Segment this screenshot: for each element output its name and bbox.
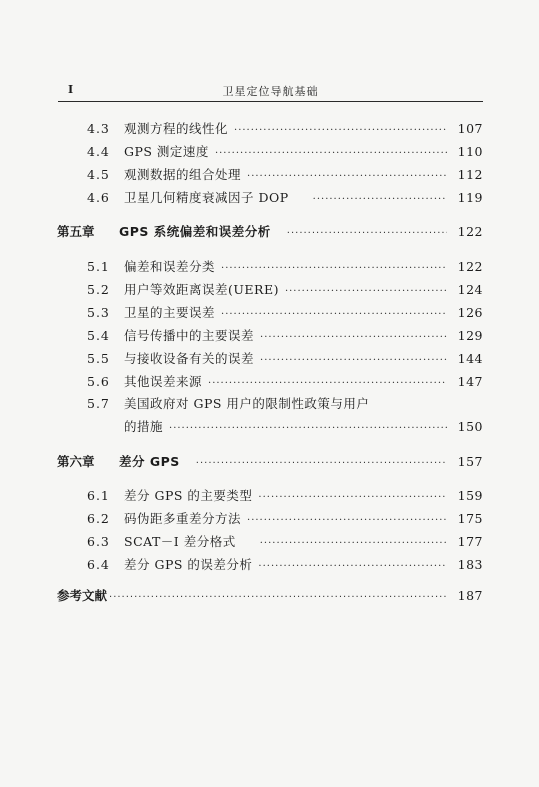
toc-entry-4-4 [87,144,483,162]
toc-entry-5-6 [87,374,483,392]
running-header [58,79,483,102]
toc-chapter-6 [57,454,483,472]
page-number: 157 [457,454,483,469]
section-number: 6.4 [87,557,110,572]
dot-leader [258,490,447,506]
toc-entry-4-3 [87,121,483,139]
page-number: 144 [457,351,483,366]
dot-leader [260,536,447,552]
dot-leader [285,284,447,300]
page-number: 112 [457,167,483,182]
page-number: 122 [457,259,483,274]
toc-entry-5-7-continued [124,419,483,437]
section-number: 5.4 [87,328,110,343]
toc-entry-6-1 [87,488,483,506]
page-number: 159 [457,488,483,503]
section-title: 差分 GPS 的主要类型 [124,488,253,503]
page-number: 110 [457,144,483,159]
toc-entry-6-2 [87,511,483,529]
section-number: 5.5 [87,351,110,366]
section-number: 6.2 [87,511,110,526]
section-number: 6.1 [87,488,110,503]
section-number: 5.3 [87,305,110,320]
section-title: GPS 测定速度 [124,144,209,159]
toc-references [57,588,483,606]
section-number: 4.4 [87,144,110,159]
dot-leader [234,123,447,139]
section-title: 与接收设备有关的误差 [124,351,255,366]
section-title: 卫星几何精度衰减因子 DOP [124,190,289,205]
section-number: 4.3 [87,121,110,136]
dot-leader [287,226,447,242]
section-title: 观测方程的线性化 [124,121,229,136]
chapter-label: 第五章 [57,224,95,239]
toc-entry-6-3 [87,534,483,552]
dot-leader [196,456,447,472]
page-number: 183 [457,557,483,572]
section-title: 用户等效距离误差(UERE) [124,282,279,297]
section-title: 的措施 [124,419,164,434]
page-number: 147 [457,374,483,389]
toc-entry-4-5 [87,167,483,185]
dot-leader [260,353,447,369]
toc-chapter-5 [57,224,483,242]
section-number: 6.3 [87,534,110,549]
dot-leader [109,590,447,606]
page-number: 119 [457,190,483,205]
page-number: 187 [457,588,483,603]
section-number: 5.2 [87,282,110,297]
page-number: 122 [457,224,483,239]
section-number: 4.6 [87,190,110,205]
toc-entry-4-6 [87,190,483,208]
dot-leader [260,330,447,346]
section-number: 5.7 [87,396,110,411]
toc-entry-5-3 [87,305,483,323]
toc-entry-6-4 [87,557,483,575]
page-number: 126 [457,305,483,320]
section-number: 4.5 [87,167,110,182]
section-title: 差分 GPS 的误差分析 [124,557,253,572]
section-title: 卫星的主要误差 [124,305,216,320]
dot-leader [208,376,447,392]
section-title: 信号传播中的主要误差 [124,328,255,343]
section-title: 美国政府对 GPS 用户的限制性政策与用户 [124,396,370,411]
chapter-title: GPS 系统偏差和误差分析 [119,224,271,239]
section-title: 码伪距多重差分方法 [124,511,242,526]
toc-entry-5-7 [87,396,483,412]
page-number: 124 [457,282,483,297]
section-number: 5.1 [87,259,110,274]
page-number: 177 [457,534,483,549]
chapter-title: 差分 GPS [119,454,180,469]
header-page-number: I [68,83,74,96]
section-title: 其他误差来源 [124,374,203,389]
toc-entry-5-2 [87,282,483,300]
chapter-label: 第六章 [57,454,95,469]
page-number: 107 [457,121,483,136]
dot-leader [313,192,447,208]
dot-leader [221,261,447,277]
dot-leader [247,513,447,529]
header-book-title: 卫星定位导航基础 [222,85,319,98]
page-number: 175 [457,511,483,526]
toc-entry-5-1 [87,259,483,277]
toc-entry-5-4 [87,328,483,346]
dot-leader [169,421,447,437]
dot-leader [258,559,447,575]
dot-leader [221,307,447,323]
page-number: 129 [457,328,483,343]
references-label: 参考文献 [57,588,108,603]
section-title: 观测数据的组合处理 [124,167,242,182]
section-title: SCAT－I 差分格式 [124,534,236,549]
section-number: 5.6 [87,374,110,389]
toc-entry-5-5 [87,351,483,369]
section-title: 偏差和误差分类 [124,259,216,274]
dot-leader [215,146,447,162]
dot-leader [247,169,447,185]
page-number: 150 [457,419,483,434]
